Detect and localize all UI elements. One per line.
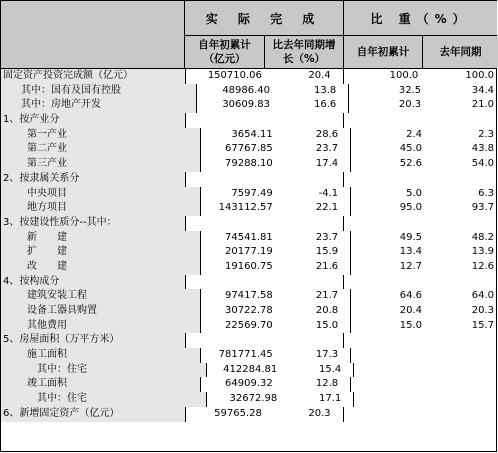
cell-last-year-share: 6.3	[478, 187, 495, 199]
cell-ytd-share	[343, 172, 422, 187]
row-label: 建筑安装工程	[1, 289, 201, 304]
row-label: 施工面积	[1, 348, 201, 363]
cell-last-year-share: 100.0	[465, 70, 494, 81]
table-row	[1, 333, 496, 348]
cell-ytd-amount: 30609.83	[222, 99, 271, 111]
cell-last-year-share: 21.0	[471, 99, 495, 111]
row-label: 其中：住宅	[1, 392, 207, 407]
cell-ytd-amount	[186, 113, 265, 128]
table-row	[1, 377, 496, 392]
cell-last-year-share	[421, 333, 496, 348]
table-row	[1, 319, 496, 334]
table-row	[1, 348, 496, 363]
cell-last-year-share: 34.4	[471, 84, 495, 96]
cell-ytd-amount: 30722.78	[225, 305, 273, 316]
table-row	[1, 392, 496, 407]
cell-growth: 21.6	[276, 260, 350, 275]
cell-last-year-share: 64.0	[471, 290, 495, 302]
cell-last-year-share: 13.9	[471, 246, 495, 258]
cell-ytd-share: 13.4	[350, 245, 425, 260]
table-row	[1, 289, 496, 304]
table-row	[1, 113, 496, 128]
table-row	[1, 407, 496, 422]
table-row	[1, 216, 496, 231]
table-row	[1, 363, 496, 378]
cell-growth: 13.8	[273, 84, 348, 99]
cell-growth: 15.9	[276, 245, 350, 260]
cell-ytd-share: 20.3	[348, 98, 424, 113]
cell-growth: 23.7	[276, 231, 350, 246]
cell-last-year-share: 12.6	[471, 260, 495, 272]
cell-growth: 20.8	[276, 304, 350, 319]
cell-ytd-share	[350, 377, 425, 392]
cell-growth: 15.4	[280, 363, 353, 378]
cell-last-year-share	[421, 407, 496, 422]
cell-ytd-share: 15.0	[350, 319, 425, 334]
cell-ytd-amount	[186, 172, 265, 187]
row-label: 扩 建	[1, 245, 201, 260]
cell-last-year-share: 2.3	[478, 128, 495, 140]
table-row	[1, 69, 496, 84]
cell-ytd-amount: 143112.57	[218, 202, 273, 214]
row-label: 地方项目	[1, 201, 201, 216]
cell-ytd-amount: 67767.85	[225, 143, 273, 155]
cell-growth: 20.4	[265, 69, 343, 84]
cell-ytd-share: 45.0	[350, 142, 425, 157]
cell-ytd-amount	[186, 216, 265, 231]
cell-ytd-amount: 97417.58	[225, 290, 273, 302]
cell-ytd-amount: 150710.06	[207, 70, 262, 81]
row-label: 3、按建设性质分--其中：	[1, 216, 186, 231]
row-label: 5、房屋面积（万平方米）	[1, 333, 186, 348]
header-col-ytd-share: 自年初累计	[344, 36, 423, 68]
row-label: 中央项目	[1, 187, 201, 202]
row-label: 固定资产投资完成额（亿元）	[1, 69, 186, 84]
cell-growth: 17.1	[280, 392, 353, 407]
cell-ytd-share	[343, 216, 422, 231]
cell-growth	[265, 216, 343, 231]
cell-ytd-share: 100.0	[343, 69, 422, 84]
cell-last-year-share: 15.7	[471, 319, 495, 331]
cell-ytd-share: 20.4	[350, 304, 425, 319]
row-label: 其他费用	[1, 319, 201, 334]
cell-growth: 12.8	[276, 377, 350, 392]
cell-ytd-share: 5.0	[350, 187, 425, 202]
table-row	[1, 172, 496, 187]
row-label: 竣工面积	[1, 377, 201, 392]
cell-last-year-share	[421, 216, 496, 231]
header-col-ytd-amount: 自年初累计（亿元）	[185, 36, 265, 68]
cell-ytd-share	[350, 348, 425, 363]
cell-ytd-amount: 20177.19	[225, 246, 273, 258]
cell-last-year-share: 43.8	[471, 143, 495, 155]
table-row	[1, 201, 496, 216]
cell-ytd-amount: 412284.81	[223, 363, 278, 375]
table-row	[1, 231, 496, 246]
header-col-growth: 比去年同期增长（%）	[265, 36, 344, 68]
cell-ytd-share: 32.5	[348, 84, 424, 99]
cell-last-year-share: 93.7	[471, 202, 495, 214]
cell-last-year-share	[427, 392, 496, 407]
cell-growth: 16.6	[273, 98, 348, 113]
cell-ytd-amount: 79288.10	[225, 158, 273, 170]
cell-ytd-amount: 64909.32	[225, 378, 273, 390]
cell-ytd-amount: 32672.98	[229, 393, 278, 405]
row-label: 其中：住宅	[1, 363, 207, 378]
cell-growth: 23.7	[276, 142, 350, 157]
table-row	[1, 128, 496, 143]
cell-growth: 21.7	[276, 289, 350, 304]
cell-ytd-amount: 19160.75	[225, 260, 273, 272]
table-row	[1, 245, 496, 260]
header-group-share: 比 重（%）	[344, 1, 497, 36]
cell-growth: 15.0	[276, 319, 350, 334]
cell-last-year-share: 48.2	[471, 231, 495, 243]
cell-ytd-amount: 781771.45	[218, 349, 273, 361]
row-label: 其中：房地产开发	[1, 98, 197, 113]
cell-last-year-share	[425, 348, 496, 363]
table-row	[1, 304, 496, 319]
cell-growth: 17.3	[276, 348, 350, 363]
cell-last-year-share: 20.3	[471, 305, 495, 316]
cell-ytd-amount: 3654.11	[231, 128, 273, 140]
header-label-cell	[1, 1, 185, 68]
cell-last-year-share: 54.0	[471, 158, 495, 170]
cell-ytd-amount: 59765.28	[214, 407, 262, 419]
row-label: 其中：国有及国有控股	[1, 84, 197, 99]
cell-growth	[265, 172, 343, 187]
cell-last-year-share	[427, 363, 496, 378]
row-label: 设备工器具购置	[1, 304, 201, 319]
table-body	[1, 69, 496, 422]
table-row	[1, 275, 496, 290]
cell-ytd-share: 49.5	[350, 231, 425, 246]
cell-ytd-share: 12.7	[350, 260, 425, 275]
header-col-last-year-share: 去年同期	[423, 36, 498, 68]
cell-ytd-share	[353, 363, 426, 378]
cell-last-year-share	[421, 275, 496, 290]
cell-growth: 17.4	[276, 157, 350, 172]
cell-ytd-amount: 7597.49	[231, 187, 273, 199]
cell-ytd-amount: 74541.81	[225, 231, 273, 243]
cell-ytd-share	[343, 113, 422, 128]
cell-ytd-share: 95.0	[350, 201, 425, 216]
row-label: 6、新增固定资产（亿元）	[1, 407, 186, 422]
cell-growth: 22.1	[276, 201, 350, 216]
header-group-actual: 实 际 完 成	[185, 1, 344, 36]
cell-ytd-share	[353, 392, 426, 407]
table-row	[1, 187, 496, 202]
cell-ytd-share: 52.6	[350, 157, 425, 172]
row-label: 第二产业	[1, 142, 201, 157]
row-label: 4、按构成分	[1, 275, 186, 290]
table-header	[1, 1, 496, 69]
cell-growth	[265, 333, 343, 348]
cell-ytd-share: 64.6	[350, 289, 425, 304]
row-label: 2、按隶属关系分	[1, 172, 186, 187]
cell-last-year-share	[421, 113, 496, 128]
row-label: 新 建	[1, 231, 201, 246]
row-label: 改 建	[1, 260, 201, 275]
table-row	[1, 260, 496, 275]
table-row	[1, 98, 496, 113]
cell-ytd-amount: 22569.70	[225, 319, 273, 331]
row-label: 1、按产业分	[1, 113, 186, 128]
cell-ytd-share	[343, 275, 422, 290]
cell-growth: -4.1	[276, 187, 350, 202]
table-row	[1, 84, 496, 99]
row-label: 第三产业	[1, 157, 201, 172]
cell-ytd-amount	[186, 275, 265, 290]
cell-ytd-amount: 48986.40	[222, 84, 271, 96]
cell-ytd-share	[343, 407, 422, 422]
cell-growth: 20.3	[265, 407, 343, 422]
cell-ytd-share: 2.4	[350, 128, 425, 143]
row-label: 第一产业	[1, 128, 201, 143]
table-row	[1, 157, 496, 172]
cell-growth: 28.6	[276, 128, 350, 143]
cell-growth	[265, 275, 343, 290]
cell-ytd-share	[343, 333, 422, 348]
cell-last-year-share	[425, 377, 496, 392]
cell-ytd-amount	[186, 333, 265, 348]
cell-growth	[265, 113, 343, 128]
cell-last-year-share	[421, 172, 496, 187]
table-row	[1, 142, 496, 157]
